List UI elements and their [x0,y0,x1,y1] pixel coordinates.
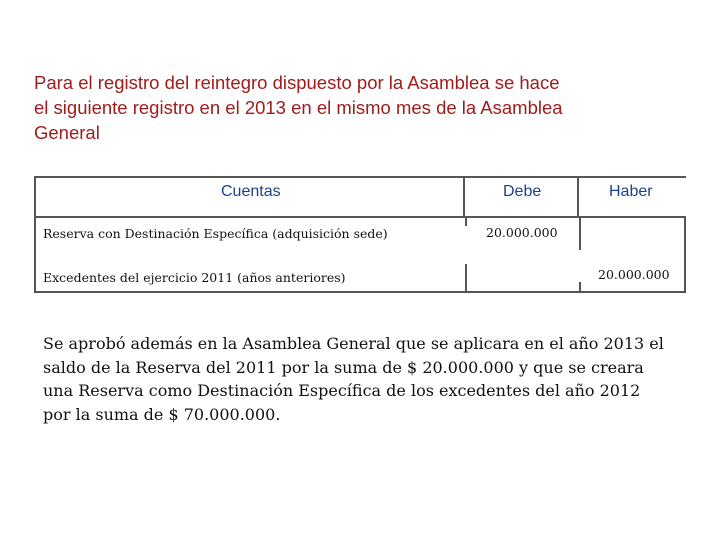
table-row-1-account: Reserva con Destinación Específica (adquisición sede) [43,226,388,241]
column-header-cuentas [36,178,465,218]
body-paragraph-line-3: una Reserva como Destinación Específica de los excedentes del año 2012 [43,381,641,400]
grid-line [465,218,467,226]
grid-line [579,282,581,293]
column-header-haber-label: Haber [609,183,653,200]
table-row-2-haber: 20.000.000 [598,267,670,282]
body-paragraph-line-4: por la suma de $ 70.000.000. [43,404,281,424]
body-paragraph-line-2: saldo de la Reserva del 2011 por la suma de $ 20.000.000 y que se creara [43,357,644,377]
column-header-haber [579,178,686,218]
ledger-table [34,176,686,293]
grid-line [579,218,581,250]
column-header-cuentas-label: Cuentas [221,183,281,200]
column-header-debe-label: Debe [503,183,542,200]
table-row-1-debe: 20.000.000 [486,225,558,240]
body-paragraph [43,332,693,426]
column-header-debe [465,178,579,218]
body-paragraph-line-1: Se aprobó además en la Asamblea General que se aplicara en el año 2013 el [43,334,664,353]
intro-heading-line-3: General [34,122,100,143]
intro-heading-line-1: Para el registro del reintegro dispuesto por la Asamblea se hace [34,72,560,93]
table-row-2-account: Excedentes del ejercicio 2011 (años anteriores) [43,270,346,285]
grid-line [465,264,467,293]
intro-heading-line-2: el siguiente registro en el 2013 en el mismo mes de la Asamblea [34,97,563,118]
intro-heading [34,70,674,145]
